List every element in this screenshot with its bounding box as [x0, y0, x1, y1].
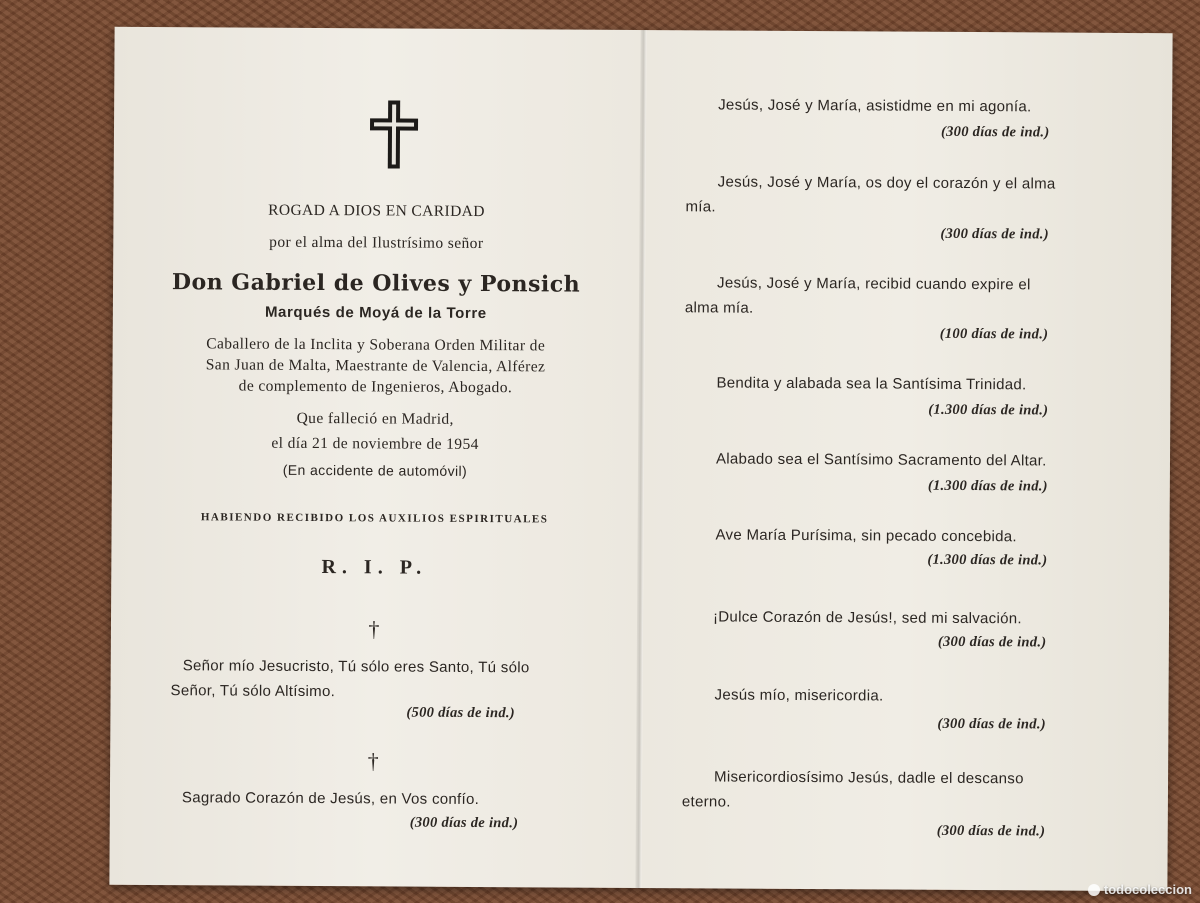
cross-icon [370, 100, 418, 168]
heading: ROGAD A DIOS EN CARIDAD [268, 201, 485, 221]
memorial-card [109, 27, 1172, 891]
prayer-left-1-line-2: Señor, Tú sólo Altísimo. [170, 682, 336, 701]
prayer-right-5-line-1: Alabado sea el Santísimo Sacramento del Altar. [715, 450, 1047, 470]
rip: R. I. P. [321, 556, 428, 579]
indulgence-right-5: (1.300 días de ind.) [927, 477, 1048, 495]
death-cause: (En accidente de automóvil) [282, 461, 468, 479]
indulgence-left-1: (500 días de ind.) [406, 704, 516, 722]
honors-line-3: de complemento de Ingenieros, Abogado. [238, 377, 513, 397]
dagger-icon-2: † [367, 748, 379, 774]
right-page [641, 30, 1172, 891]
prayer-right-3-line-1: Jesús, José y María, recibid cuando expire el [717, 274, 1031, 294]
watermark-text: todocoleccion [1103, 882, 1192, 897]
prayer-right-2-line-1: Jesús, José y María, os doy el corazón y el alma [717, 173, 1056, 193]
indulgence-right-4: (1.300 días de ind.) [928, 401, 1049, 419]
death-date: el día 21 de noviembre de 1954 [271, 434, 479, 454]
prayer-right-2-line-2: mía. [685, 198, 716, 216]
prayer-left-2-line-1: Sagrado Corazón de Jesús, en Vos confío. [181, 789, 480, 809]
left-page [109, 27, 640, 888]
prayer-right-7-line-1: ¡Dulce Corazón de Jesús!, sed mi salvación. [712, 608, 1022, 628]
prayer-right-8-line-1: Jesús mío, misericordia. [714, 686, 884, 705]
prayer-right-9-line-1: Misericordiosísimo Jesús, dadle el descanso [714, 768, 1024, 788]
honors-line-1: Caballero de la Inclita y Soberana Orden Militar de [206, 335, 546, 355]
indulgence-left-2: (300 días de ind.) [409, 814, 519, 832]
prayer-right-4-line-1: Bendita y alabada sea la Santísima Trinidad. [716, 374, 1027, 394]
sacraments-note: HABIENDO RECIBIDO LOS AUXILIOS ESPIRITUALES [200, 511, 549, 526]
honors-line-2: San Juan de Malta, Maestrante de Valencia, Alférez [205, 356, 546, 376]
indulgence-right-6: (1.300 días de ind.) [927, 551, 1048, 569]
indulgence-right-2: (300 días de ind.) [940, 225, 1049, 243]
dagger-icon-1: † [368, 616, 380, 642]
deceased-name: Don Gabriel de Olives y Ponsich [171, 269, 581, 298]
prayer-right-9-line-2: eterno. [681, 793, 731, 811]
indulgence-right-8: (300 días de ind.) [937, 715, 1046, 733]
indulgence-right-1: (300 días de ind.) [940, 123, 1050, 141]
indulgence-right-7: (300 días de ind.) [937, 633, 1047, 651]
death-place: Que falleció en Madrid, [296, 409, 454, 428]
indulgence-right-3: (100 días de ind.) [939, 325, 1049, 343]
prayer-right-6-line-1: Ave María Purísima, sin pecado concebida. [715, 526, 1017, 546]
indulgence-right-9: (300 días de ind.) [936, 822, 1046, 840]
watermark [1088, 882, 1192, 897]
noble-title: Marqués de Moyá de la Torre [264, 303, 487, 323]
prayer-right-1-line-1: Jesús, José y María, asistidme en mi agonía. [718, 96, 1032, 116]
watermark-logo-icon [1088, 884, 1100, 896]
subheading: por el alma del Ilustrísimo señor [269, 233, 484, 253]
prayer-left-1-line-1: Señor mío Jesucristo, Tú sólo eres Santo, Tú sólo [182, 657, 530, 677]
prayer-right-3-line-2: alma mía. [684, 299, 754, 317]
